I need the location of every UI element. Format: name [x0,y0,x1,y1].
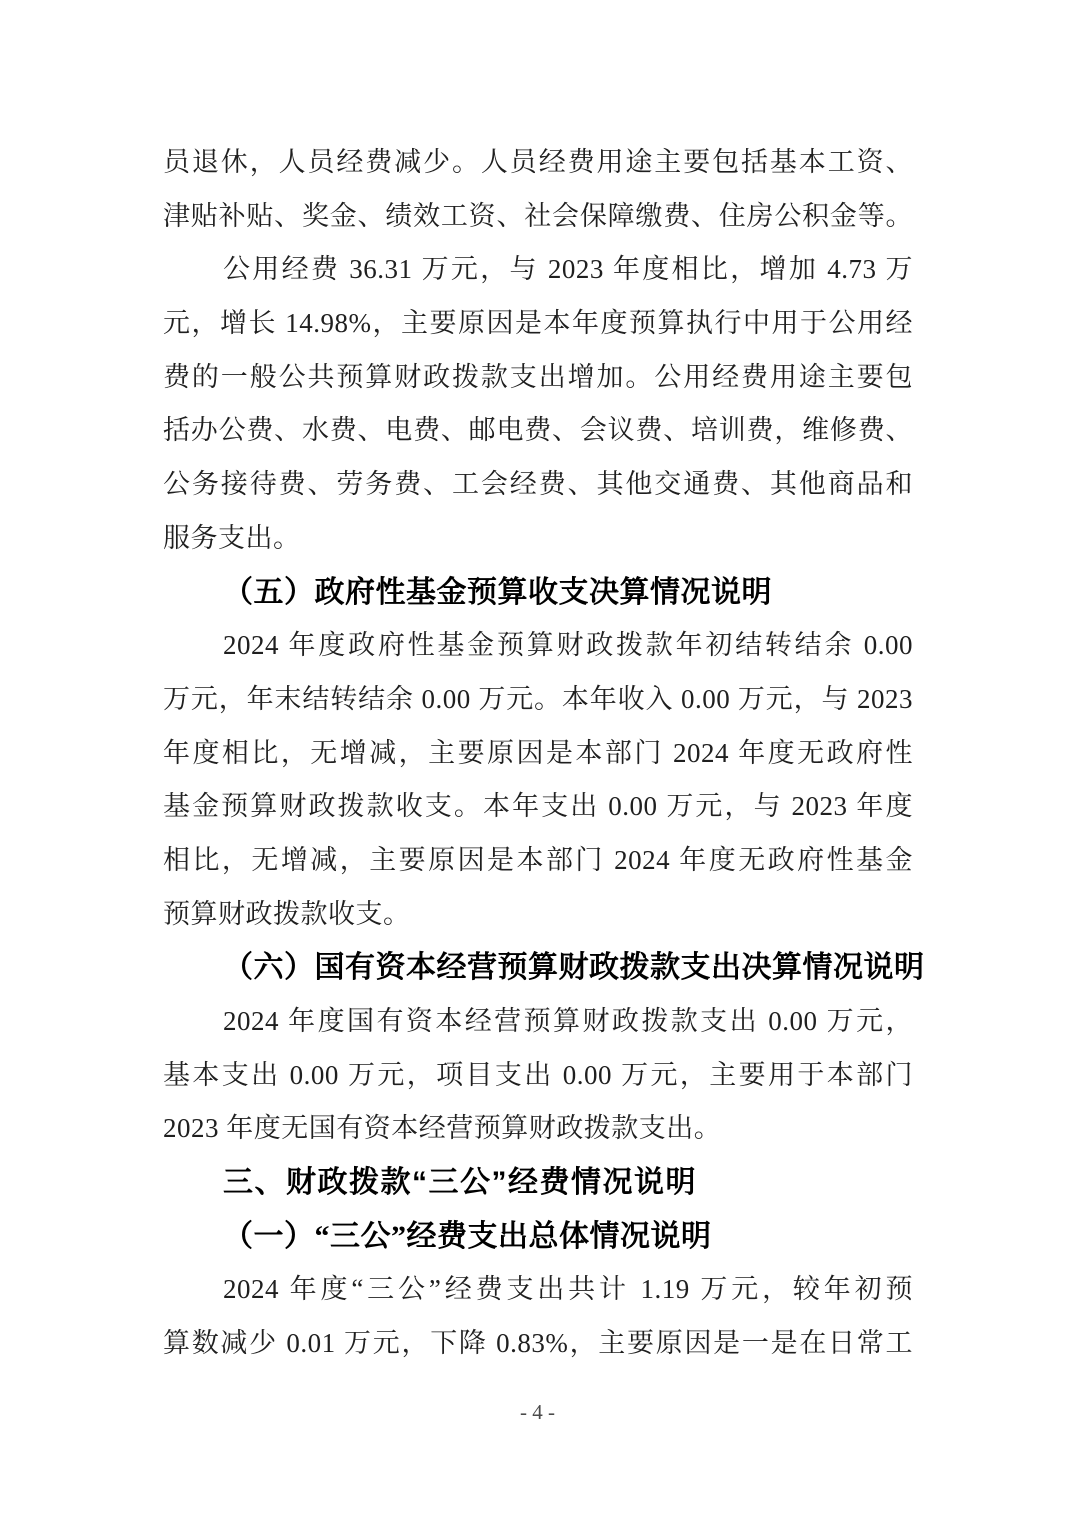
section-heading: （五）政府性基金预算收支决算情况说明 [223,575,772,609]
section-heading: （六）国有资本经营预算财政拨款支出决算情况说明 [223,951,925,985]
text-line: 员退休，人员经费减少。人员经费用途主要包括基本工资、 [163,147,913,177]
section-heading: （一）“三公”经费支出总体情况说明 [223,1219,712,1253]
text-line: 2024 年度政府性基金预算财政拨款年初结转结余 0.00 [223,630,913,661]
text-line: 相比，无增减，主要原因是本部门 2024 年度无政府性基金 [163,844,913,875]
text-line: 基金预算财政拨款收支。本年支出 0.00 万元，与 2023 年度 [163,791,913,822]
text-line: 万元，年末结转结余 0.00 万元。本年收入 0.00 万元，与 2023 [163,683,913,714]
text-line: 括办公费、水费、电费、邮电费、会议费、培训费，维修费、 [163,415,913,446]
text-line: 2024 年度国有资本经营预算财政拨款支出 0.00 万元， [223,1006,913,1036]
text-line: 元，增长 14.98%，主要原因是本年度预算执行中用于公用经 [163,308,913,339]
text-line: 津贴补贴、奖金、绩效工资、社会保障缴费、住房公积金等。 [163,200,913,231]
text-line: 预算财政拨款收支。 [163,898,411,929]
page-number: - 4 - [520,1400,555,1424]
text-line: 年度相比，无增减，主要原因是本部门 2024 年度无政府性 [163,737,913,768]
text-line: 公务接待费、劳务费、工会经费、其他交通费、其他商品和 [163,469,913,500]
text-line: 算数减少 0.01 万元，下降 0.83%，主要原因是一是在日常工 [163,1328,913,1359]
text-line: 服务支出。 [163,522,301,553]
text-line: 费的一般公共预算财政拨款支出增加。公用经费用途主要包 [163,361,913,392]
text-line: 基本支出 0.00 万元，项目支出 0.00 万元，主要用于本部门 [163,1059,913,1090]
text-line: 2023 年度无国有资本经营预算财政拨款支出。 [163,1113,722,1144]
text-line: 2024 年度“三公”经费支出共计 1.19 万元，较年初预 [223,1274,913,1305]
text-line: 公用经费 36.31 万元，与 2023 年度相比，增加 4.73 万 [223,254,913,285]
section-heading: 三、财政拨款“三公”经费情况说明 [223,1166,697,1200]
document-content [163,136,925,1371]
